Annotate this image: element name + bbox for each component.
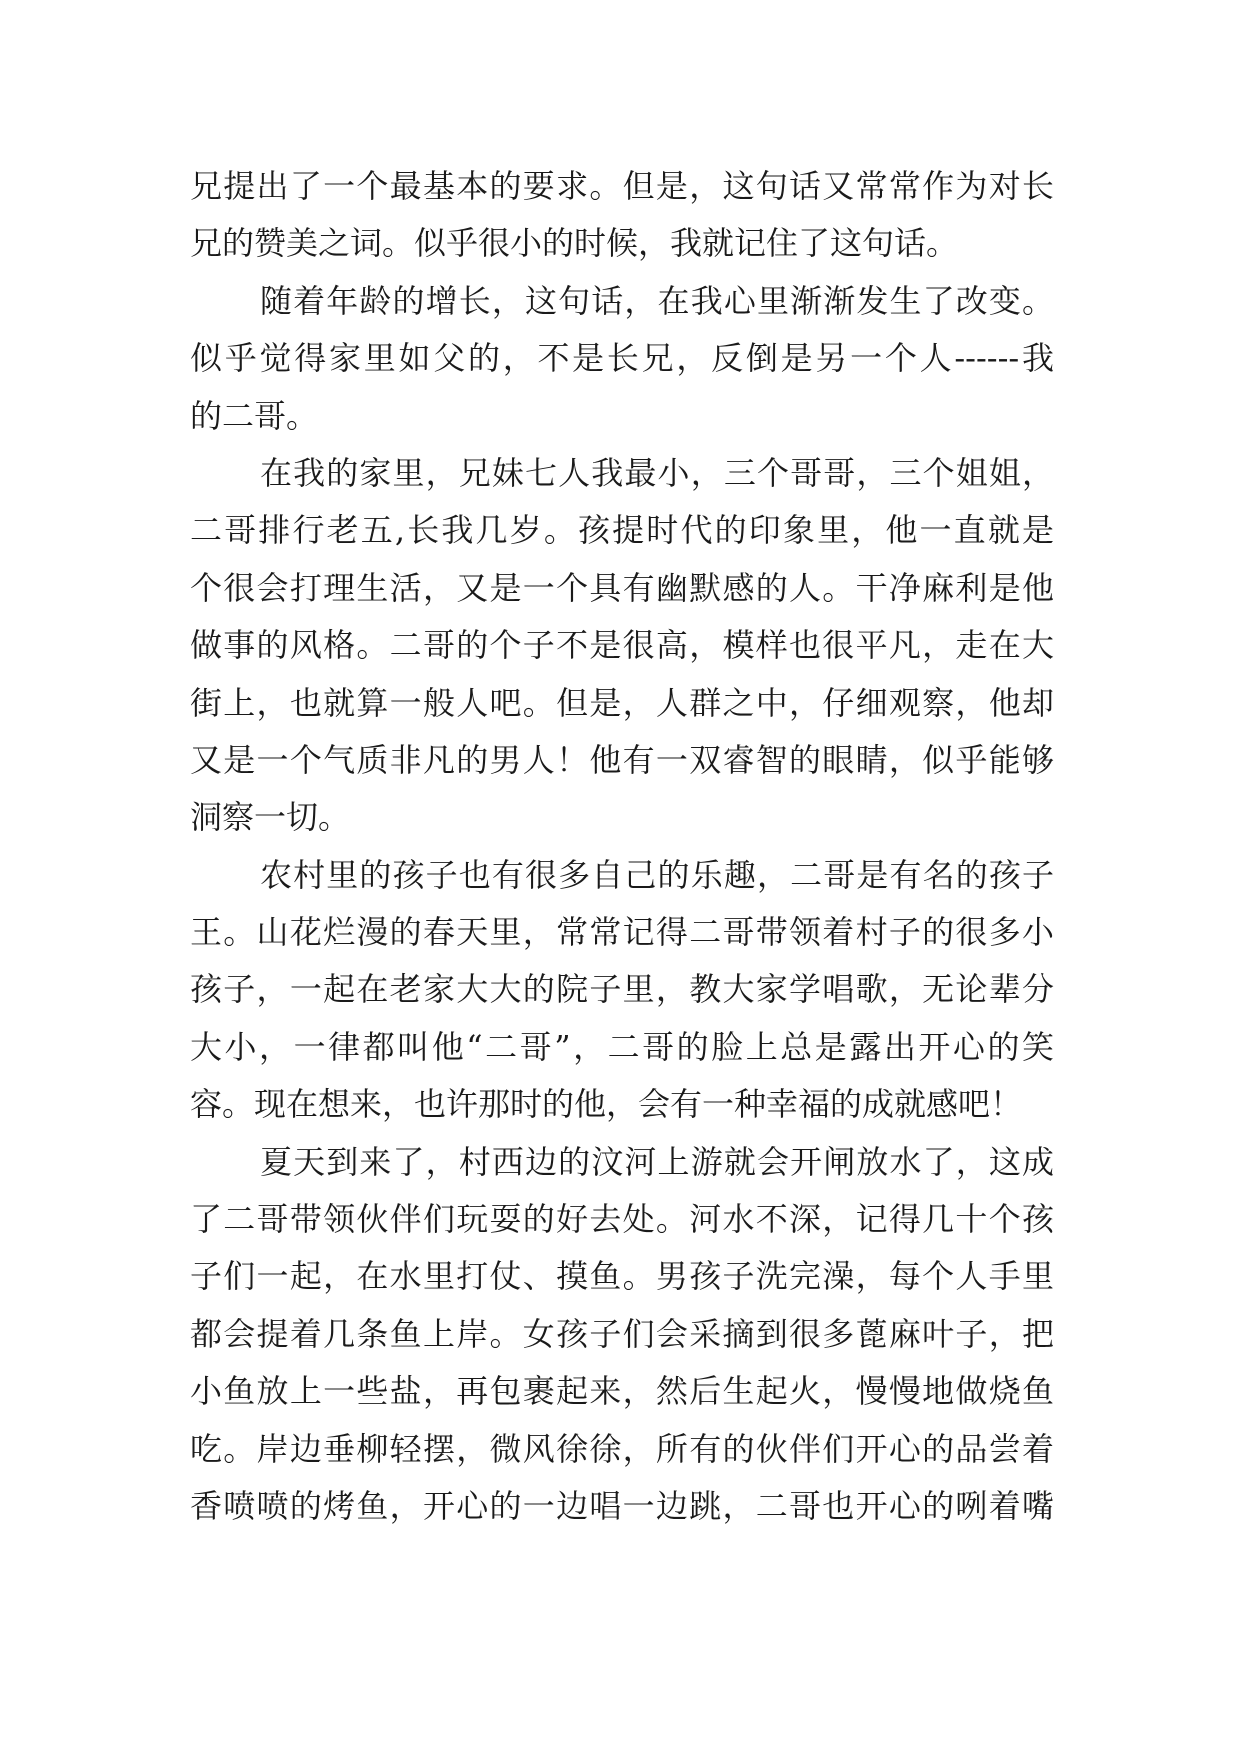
- text-line: 夏天到来了，村西边的汶河上游就会开闸放水了，这成: [260, 1142, 1054, 1181]
- text-line: 都会提着几条鱼上岸。女孩子们会采摘到很多蓖麻叶子，把: [190, 1314, 1054, 1353]
- document-body: [190, 158, 1054, 1535]
- text-line: 的二哥。: [190, 396, 319, 435]
- text-line: 随着年龄的增长，这句话，在我心里渐渐发生了改变。: [260, 281, 1054, 320]
- text-line: 小鱼放上一些盐，再包裹起来，然后生起火，慢慢地做烧鱼: [190, 1372, 1054, 1411]
- text-line: 做事的风格。二哥的个子不是很高，模样也很平凡，走在大: [190, 626, 1054, 665]
- text-line: 二哥排行老五,长我几岁。孩提时代的印象里，他一直就是: [190, 511, 1054, 550]
- text-line: 吃。岸边垂柳轻摆，微风徐徐，所有的伙伴们开心的品尝着: [190, 1429, 1054, 1468]
- paragraph: [190, 273, 1054, 445]
- text-line: 农村里的孩子也有很多自己的乐趣，二哥是有名的孩子: [260, 855, 1054, 894]
- text-line: 似乎觉得家里如父的，不是长兄，反倒是另一个人------我: [190, 339, 1054, 378]
- text-line: 又是一个气质非凡的男人！他有一双睿智的眼睛，似乎能够: [190, 740, 1054, 779]
- text-line: 了二哥带领伙伴们玩耍的好去处。河水不深，记得几十个孩: [190, 1200, 1054, 1239]
- paragraph: [190, 847, 1054, 1134]
- text-line: 在我的家里，兄妹七人我最小，三个哥哥，三个姐姐，: [260, 453, 1054, 492]
- text-line: 兄提出了一个最基本的要求。但是，这句话又常常作为对长: [190, 167, 1054, 205]
- text-line: 香喷喷的烤鱼，开心的一边唱一边跳，二哥也开心的咧着嘴: [190, 1486, 1054, 1525]
- text-line: 街上，也就算一般人吧。但是，人群之中，仔细观察，他却: [190, 683, 1054, 722]
- text-line: 兄的赞美之词。似乎很小的时候，我就记住了这句话。: [190, 224, 959, 263]
- text-line: 个很会打理生活，又是一个具有幽默感的人。干净麻利是他: [190, 568, 1054, 607]
- text-line: 大小，一律都叫他“二哥”，二哥的脸上总是露出开心的笑: [190, 1027, 1054, 1066]
- paragraph: [190, 1134, 1054, 1536]
- paragraph: [190, 158, 1054, 273]
- text-line: 容。现在想来，也许那时的他，会有一种幸福的成就感吧！: [190, 1085, 1023, 1124]
- text-line: 王。山花烂漫的春天里，常常记得二哥带领着村子的很多小: [190, 913, 1054, 952]
- text-line: 子们一起，在水里打仗、摸鱼。男孩子洗完澡，每个人手里: [190, 1257, 1054, 1296]
- text-line: 洞察一切。: [190, 798, 351, 837]
- text-line: 孩子，一起在老家大大的院子里，教大家学唱歌，无论辈分: [190, 970, 1054, 1009]
- paragraph: [190, 445, 1054, 847]
